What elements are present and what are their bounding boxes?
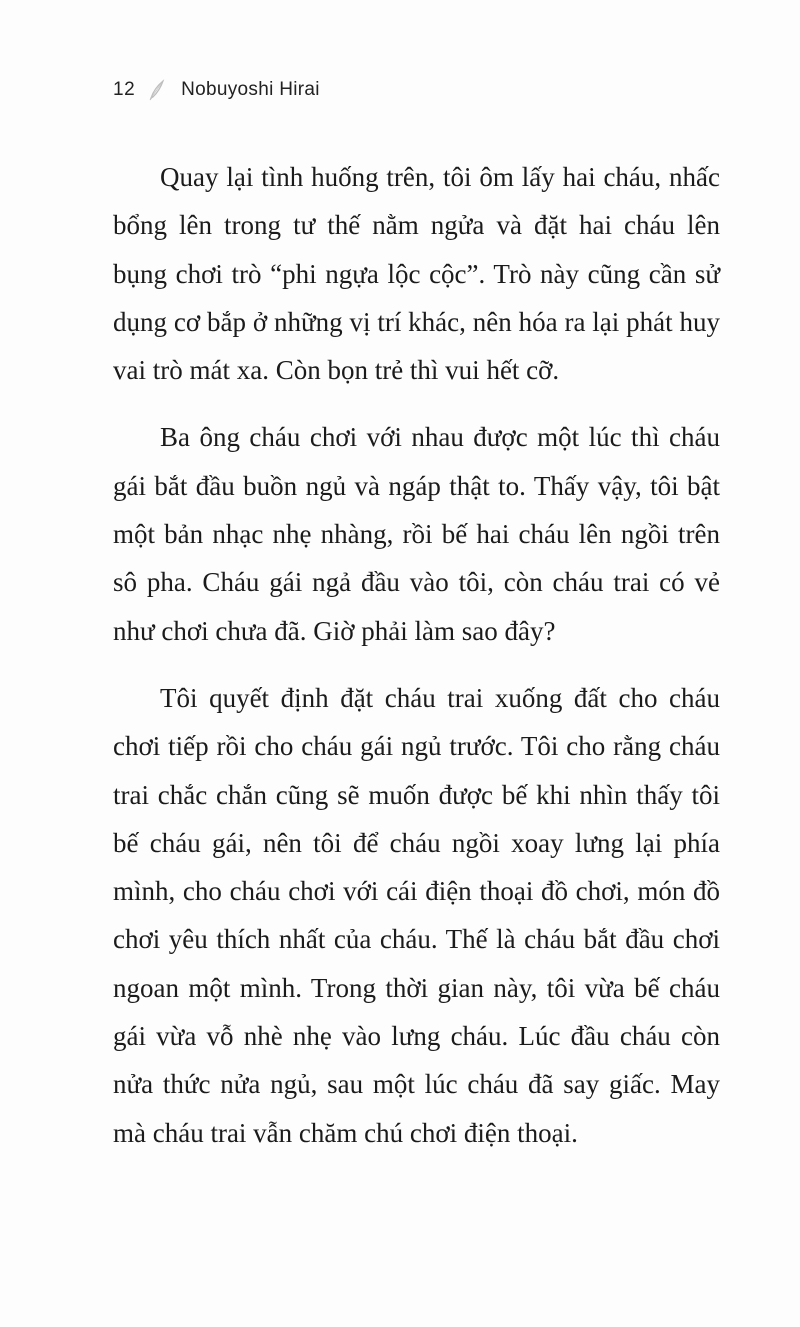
paragraph: Quay lại tình huống trên, tôi ôm lấy hai cháu, nhấc bổng lên trong tư thế nằm ngửa và đặt hai cháu lên bụng chơi trò “phi ngựa lộc cộc”. Trò này cũng cần sử dụng cơ bắp ở những vị trí khác, nên hóa ra lại phát huy vai trò mát xa. Còn bọn trẻ thì vui hết cỡ. (113, 162, 720, 386)
author-name: Nobuyoshi Hirai (181, 79, 320, 100)
page-number: 12 (113, 79, 136, 100)
paragraph: Ba ông cháu chơi với nhau được một lúc thì cháu gái bắt đầu buồn ngủ và ngáp thật to. Thấy vậy, tôi bật một bản nhạc nhẹ nhàng, rồi bế hai cháu lên ngồi trên sô pha. Cháu gái ngả đầu vào tôi, còn cháu trai có vẻ như chơi chưa đã. Giờ phải làm sao đây? (113, 422, 720, 646)
body-text (113, 153, 720, 1176)
running-header (113, 74, 320, 106)
feather-icon (147, 78, 167, 102)
paragraph: Tôi quyết định đặt cháu trai xuống đất cho cháu chơi tiếp rồi cho cháu gái ngủ trước. Tôi cho rằng cháu trai chắc chắn cũng sẽ muốn được bế khi nhìn thấy tôi bế cháu gái, nên tôi để cháu ngồi xoay lưng lại phía mình, cho cháu chơi với cái điện thoại đồ chơi, món đồ chơi yêu thích nhất của cháu. Thế là cháu bắt đầu chơi ngoan một mình. Trong thời gian này, tôi vừa bế cháu gái vừa vỗ nhè nhẹ vào lưng cháu. Lúc đầu cháu còn nửa thức nửa ngủ, sau một lúc cháu đã say giấc. May mà cháu trai vẫn chăm chú chơi điện thoại. (113, 682, 720, 1148)
